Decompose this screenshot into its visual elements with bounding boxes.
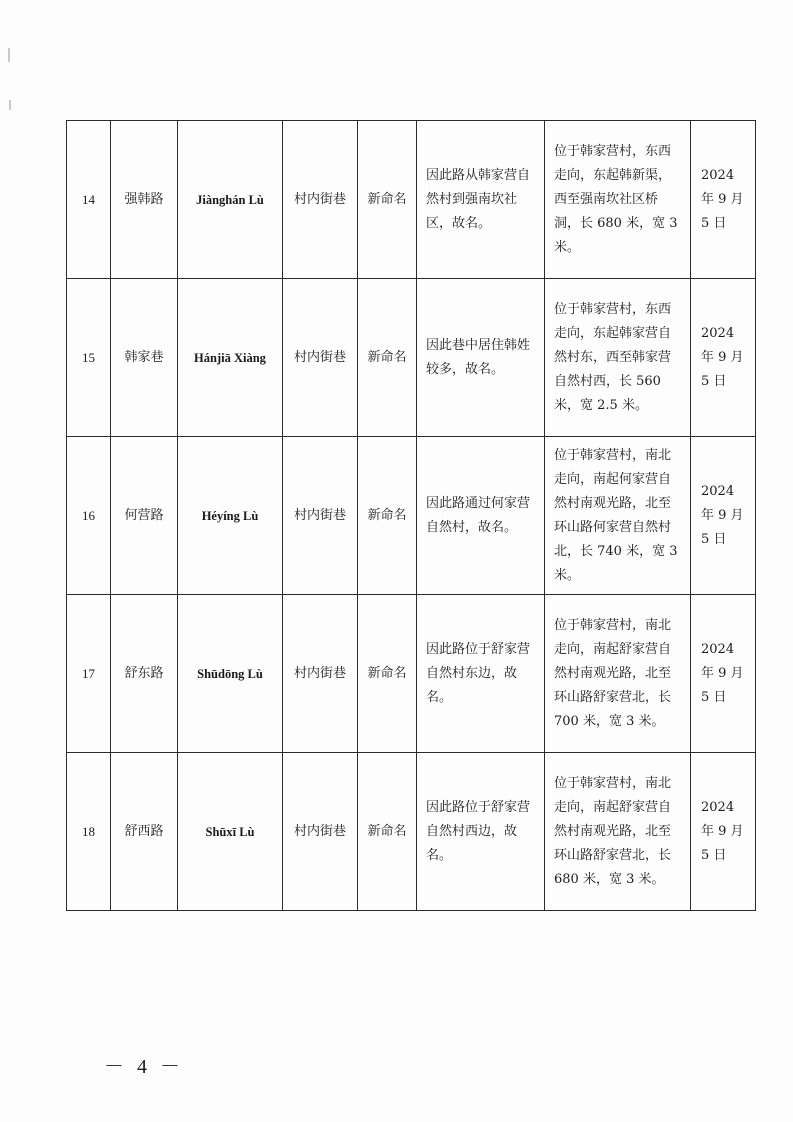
- road-category: 村内街巷: [283, 437, 358, 595]
- naming-date: 2024 年 9 月 5 日: [691, 437, 756, 595]
- road-location: 位于韩家营村，东西走向，东起韩家营自然村东，西至韩家营自然村西，长 560 米，宽 2.5 米。: [545, 279, 691, 437]
- name-meaning: 因此路从韩家营自然村到强南坎社区，故名。: [417, 121, 545, 279]
- road-category: 村内街巷: [283, 279, 358, 437]
- naming-date: 2024 年 9 月 5 日: [691, 121, 756, 279]
- road-name: 舒西路: [111, 753, 178, 911]
- naming-type: 新命名: [358, 595, 417, 753]
- name-meaning: 因此巷中居住韩姓较多，故名。: [417, 279, 545, 437]
- scan-artifact-mark: [8, 48, 10, 62]
- road-pinyin: Shūxī Lù: [178, 753, 283, 911]
- road-pinyin: Jiànghán Lù: [178, 121, 283, 279]
- naming-type: 新命名: [358, 279, 417, 437]
- name-meaning: 因此路通过何家营自然村，故名。: [417, 437, 545, 595]
- scan-artifact-mark: [9, 100, 11, 110]
- row-number: 17: [67, 595, 111, 753]
- road-category: 村内街巷: [283, 595, 358, 753]
- table-row: [67, 121, 756, 279]
- naming-date: 2024 年 9 月 5 日: [691, 595, 756, 753]
- road-location: 位于韩家营村，东西走向，东起韩新渠，西至强南坎社区桥洞，长 680 米，宽 3 米。: [545, 121, 691, 279]
- road-naming-table: [66, 120, 756, 911]
- table-row: [67, 437, 756, 595]
- road-location: 位于韩家营村，南北走向，南起何家营自然村南观光路，北至环山路何家营自然村北，长 740 米，宽 3 米。: [545, 437, 691, 595]
- row-number: 18: [67, 753, 111, 911]
- row-number: 15: [67, 279, 111, 437]
- road-pinyin: Shūdōng Lù: [178, 595, 283, 753]
- road-name: 舒东路: [111, 595, 178, 753]
- table-row: [67, 595, 756, 753]
- page-number: － 4 －: [104, 1056, 184, 1078]
- row-number: 16: [67, 437, 111, 595]
- naming-type: 新命名: [358, 437, 417, 595]
- road-category: 村内街巷: [283, 753, 358, 911]
- naming-type: 新命名: [358, 753, 417, 911]
- name-meaning: 因此路位于舒家营自然村西边，故名。: [417, 753, 545, 911]
- table-row: [67, 753, 756, 911]
- road-name: 韩家巷: [111, 279, 178, 437]
- road-name: 何营路: [111, 437, 178, 595]
- naming-date: 2024 年 9 月 5 日: [691, 279, 756, 437]
- road-category: 村内街巷: [283, 121, 358, 279]
- road-pinyin: Héyíng Lù: [178, 437, 283, 595]
- road-location: 位于韩家营村，南北走向，南起舒家营自然村南观光路，北至环山路舒家营北，长 680 米，宽 3 米。: [545, 753, 691, 911]
- name-meaning: 因此路位于舒家营自然村东边，故名。: [417, 595, 545, 753]
- table-row: [67, 279, 756, 437]
- row-number: 14: [67, 121, 111, 279]
- naming-date: 2024 年 9 月 5 日: [691, 753, 756, 911]
- road-location: 位于韩家营村，南北走向，南起舒家营自然村南观光路，北至环山路舒家营北，长 700 米，宽 3 米。: [545, 595, 691, 753]
- naming-type: 新命名: [358, 121, 417, 279]
- road-pinyin: Hánjiā Xiàng: [178, 279, 283, 437]
- road-name: 强韩路: [111, 121, 178, 279]
